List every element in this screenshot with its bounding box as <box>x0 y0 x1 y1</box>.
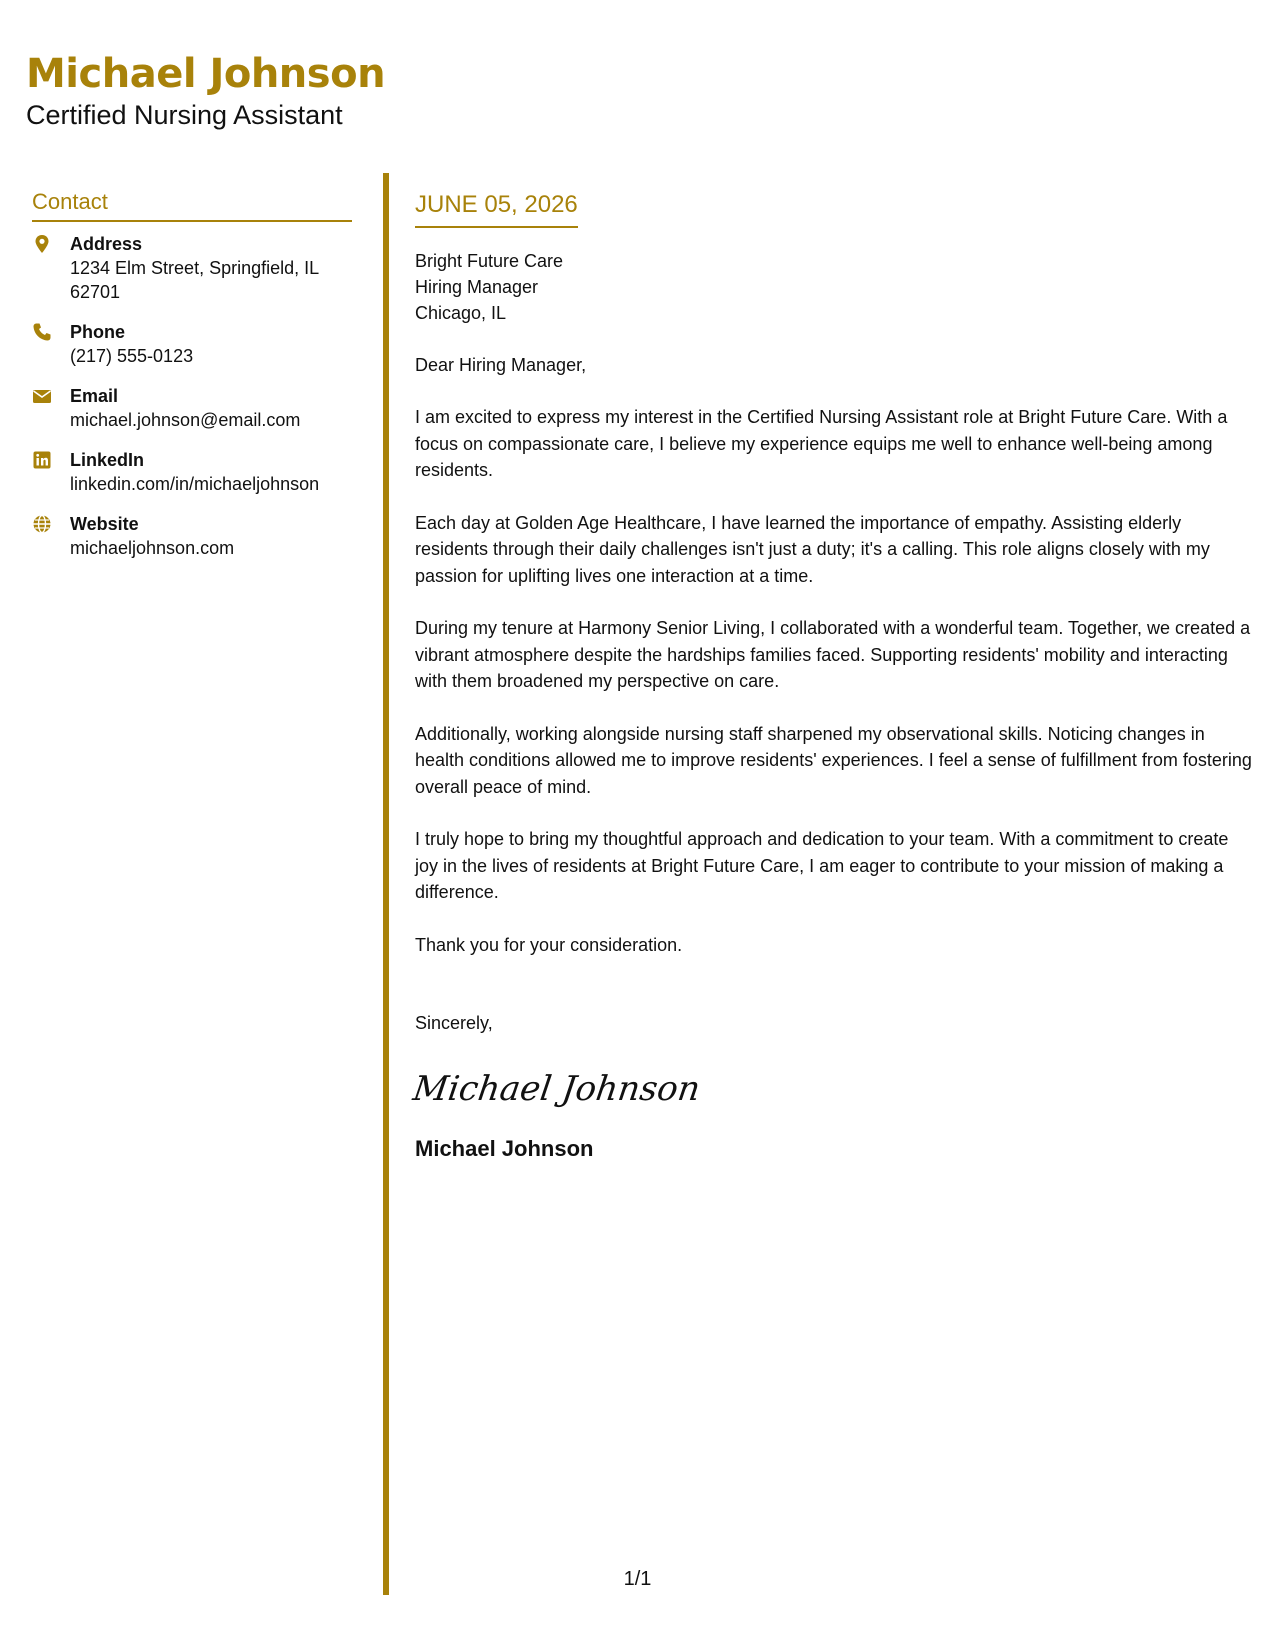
body-paragraph: Additionally, working alongside nursing staff sharpened my observational skills. Noticing changes in health conditions allowed me to improve residents' experiences. I feel a sense of fulfillment from fostering overall peace of mind. <box>415 723 1252 797</box>
letter-header <box>26 50 385 132</box>
applicant-title: Certified Nursing Assistant <box>26 100 343 130</box>
body-paragraph: I truly hope to bring my thoughtful approach and dedication to your team. With a commitment to create joy in the lives of residents at Bright Future Care, I am eager to contribute to your mission of making a difference. <box>415 829 1229 902</box>
contact-label-phone: Phone <box>70 322 126 342</box>
applicant-name: Michael Johnson <box>26 51 386 97</box>
body-paragraph: Each day at Golden Age Healthcare, I have learned the importance of empathy. Assisting elderly residents through their daily challenges isn't just a duty; it's a calling. This role aligns closely with my passion for uplifting lives one interaction at a time. <box>415 512 1210 586</box>
page-number: 1/1 <box>623 1568 652 1590</box>
contact-label-linkedin: LinkedIn <box>70 450 145 470</box>
contact-sidebar <box>32 188 352 576</box>
thanks-line: Thank you for your consideration. <box>415 934 683 955</box>
contact-list <box>32 232 352 560</box>
body-paragraph: During my tenure at Harmony Senior Living, I collaborated with a wonderful team. Together, we created a vibrant atmosphere despite the hardships families faced. Supporting residents' mobility and interacting with them broadened my perspective on care. <box>415 618 1251 691</box>
contact-label-address: Address <box>70 234 143 254</box>
phone-icon <box>32 320 70 368</box>
recipient-location: Chicago, IL <box>415 303 507 323</box>
contact-value-phone: (217) 555-0123 <box>70 346 194 366</box>
contact-item-address <box>32 232 352 304</box>
contact-value-linkedin[interactable]: linkedin.com/in/michaeljohnson <box>70 474 320 494</box>
contact-value-email[interactable]: michael.johnson@email.com <box>70 410 301 430</box>
signature-glyphs: Michael Johnson <box>410 1068 703 1109</box>
map-pin-icon <box>32 232 70 304</box>
envelope-icon <box>32 384 70 432</box>
contact-item-website <box>32 512 352 560</box>
letter-date: JUNE 05, 2026 <box>415 190 578 228</box>
contact-label-website: Website <box>70 514 139 534</box>
contact-item-linkedin <box>32 448 352 496</box>
vertical-divider <box>383 173 389 1595</box>
contact-label-email: Email <box>70 386 119 406</box>
recipient-role: Hiring Manager <box>415 277 539 297</box>
globe-icon <box>32 512 70 560</box>
recipient-company: Bright Future Care <box>415 251 564 271</box>
contact-item-phone <box>32 320 352 368</box>
linkedin-icon <box>32 448 70 496</box>
contact-value-website[interactable]: michaeljohnson.com <box>70 538 235 558</box>
handwritten-signature <box>410 1064 1255 1114</box>
contact-item-email <box>32 384 352 432</box>
contact-value-address: 1234 Elm Street, Springfield, IL 62701 <box>70 258 319 302</box>
signer-name: Michael Johnson <box>415 1135 594 1161</box>
contact-heading: Contact <box>32 188 352 222</box>
salutation: Dear Hiring Manager, <box>415 355 587 375</box>
closing-line: Sincerely, <box>415 1012 493 1033</box>
recipient-block <box>415 248 1255 326</box>
letter-body <box>410 190 1255 1162</box>
body-paragraph: I am excited to express my interest in the Certified Nursing Assistant role at Bright Future Care. With a focus on compassionate care, I believe my experience equips me well to enhance well-being among residents. <box>415 407 1228 480</box>
